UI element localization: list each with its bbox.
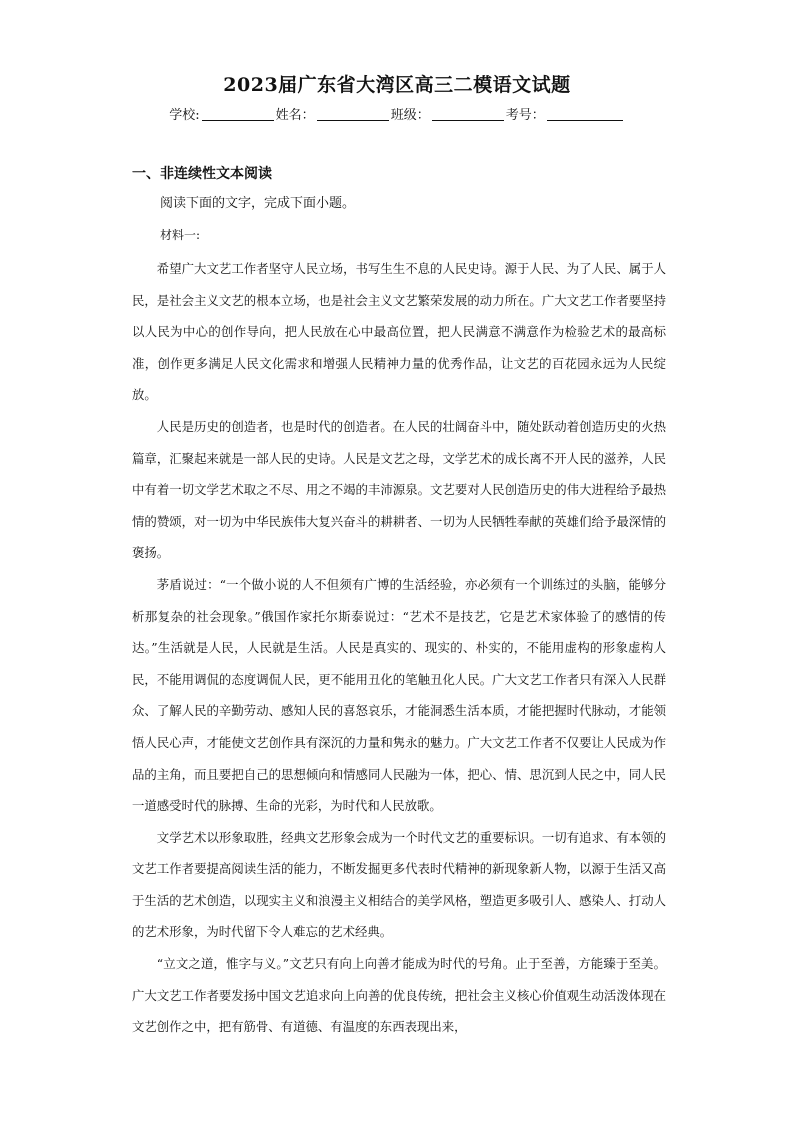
paragraph: 希望广大文艺工作者坚守人民立场，书写生生不息的人民史诗。源于人民、为了人民、属于人民，是社会主义文艺的根本立场，也是社会主义文艺繁荣发展的动力所在。广大文艺工作者要坚持以人民为中心的创作导向，把人民放在心中最高位置，把人民满意不满意作为检验艺术的最高标准，创作更多满足人民文化需求和增强人民精神力量的优秀作品，让文艺的百花园永远为人民绽放。 [132, 261, 666, 403]
school-label: 学校: [169, 108, 200, 123]
paragraph: 人民是历史的创造者，也是时代的创造者。在人民的壮阔奋斗中，随处跃动着创造历史的火热篇章，汇聚起来就是一部人民的史诗。人民是文艺之母，文学艺术的成长离不开人民的滋养，人民中有着一切文学艺术取之不尽、用之不竭的丰沛源泉。文艺要对人民创造历史的伟大进程给予最热情的赞颂，对一切为中华民族伟大复兴奋斗的耕耕者、一切为人民牺牲奉献的英雄们给予最深情的褒扬。 [132, 418, 666, 561]
page-title: 2023届广东省大湾区高三二模语文试题 [223, 74, 571, 96]
name-label: 姓名： [275, 108, 315, 123]
class-blank[interactable] [432, 106, 504, 121]
school-blank[interactable] [202, 106, 274, 121]
exam-number-blank[interactable] [547, 106, 623, 121]
exam-number-label: 考号： [505, 108, 545, 123]
section-instruction: 阅读下面的文字，完成下面小题。 [160, 196, 356, 211]
student-info-line [0, 104, 794, 123]
class-label: 班级： [390, 108, 430, 123]
section-heading: 一、非连续性文本阅读 [132, 166, 272, 182]
material-label: 材料一: [160, 228, 201, 242]
name-blank[interactable] [317, 106, 389, 121]
paragraph: 文学艺术以形象取胜，经典文艺形象会成为一个时代文艺的重要标识。一切有追求、有本领的文艺工作者要提高阅读生活的能力，不断发掘更多代表时代精神的新现象新人物，以源于生活又高于生活的艺术创造，以现实主义和浪漫主义相结合的美学风格，塑造更多吸引人、感染人、打动人的艺术形象，为时代留下令人难忘的艺术经典。 [132, 829, 666, 940]
paragraph: “立文之道，惟字与义。”文艺只有向上向善才能成为时代的号角。止于至善，方能臻于至美。广大文艺工作者要发扬中国文艺追求向上向善的优良传统，把社会主义核心价值观生动活泼体现在文艺创作之中，把有筋骨、有道德、有温度的东西表现出来， [132, 956, 666, 1035]
paragraph: 茅盾说过：“一个做小说的人不但须有广博的生活经验，亦必须有一个训练过的头脑，能够分析那复杂的社会现象。”俄国作家托尔斯泰说过：“艺术不是技艺，它是艺术家体验了的感情的传达。”生活就是人民，人民就是生活。人民是真实的、现实的、朴实的，不能用虚构的形象虚构人民，不能用调侃的态度调侃人民，更不能用丑化的笔触丑化人民。广大文艺工作者只有深入人民群众、了解人民的辛勤劳动、感知人民的喜怒哀乐，才能洞悉生活本质，才能把握时代脉动，才能领悟人民心声，才能使文艺创作具有深沉的力量和隽永的魅力。广大文艺工作者不仅要让人民成为作品的主角，而且要把自己的思想倾向和情感同人民融为一体，把心、情、思沉到人民之中，同人民一道感受时代的脉搏、生命的光彩，为时代和人民放歌。 [132, 576, 666, 814]
material-text [132, 253, 666, 1043]
